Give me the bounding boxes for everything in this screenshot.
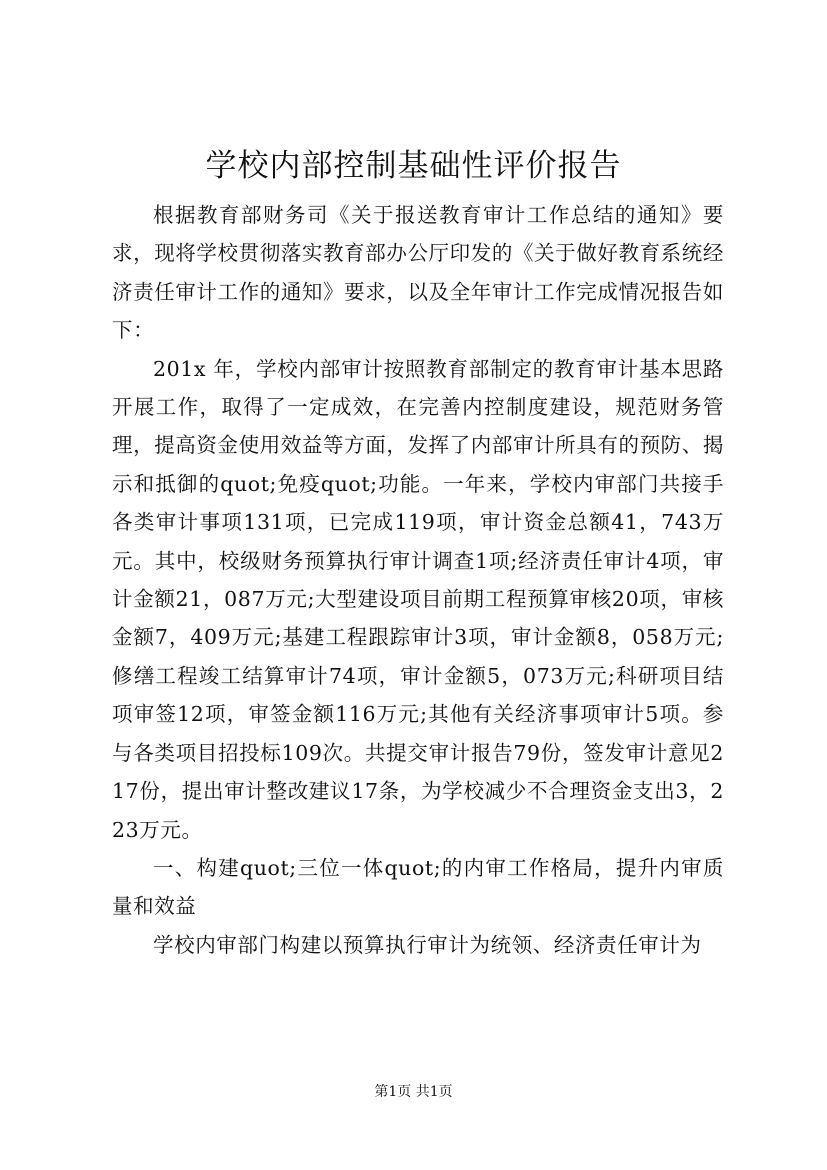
document-title: 学校内部控制基础性评价报告	[205, 148, 622, 184]
section-heading-1: 一、构建quot;三位一体quot;的内审工作格局，提升内审质量和效益	[112, 855, 724, 919]
paragraph-intro: 根据教育部财务司《关于报送教育审计工作总结的通知》要求，现将学校贯彻落实教育部办公厅印发的《关于做好教育系统经济责任审计工作的通知》要求，以及全年审计工作完成情况报告如下：	[112, 203, 724, 343]
paragraph-section-1: 学校内审部门构建以预算执行审计为统领、经济责任审计为	[153, 932, 702, 957]
document-body	[112, 196, 724, 964]
paragraph-summary: 201x 年，学校内部审计按照教育部制定的教育审计基本思路开展工作，取得了一定成效，在完善内控制度建设，规范财务管理，提高资金使用效益等方面，发挥了内部审计所具有的预防、揭示和抵御的quot;免疫quot;功能。一年来，学校内审部门共接手各类审计事项131项，已完成119项，审计资金总额41，743万元。其中，校级财务预算执行审计调查1项;经济责任审计4项，审计金额21，087万元;大型建设项目前期工程预算审核20项，审核金额7，409万元;基建工程跟踪审计3项，审计金额8，058万元;修缮工程竣工结算审计74项，审计金额5，073万元;科研项目结项审签12项，审签金额116万元;其他有关经济事项审计5项。参与各类项目招投标109次。共提交审计报告79份，签发审计意见217份，提出审计整改建议17条，为学校减少不合理资金支出3，223万元。	[112, 356, 724, 842]
page-footer: 第1页 共1页	[374, 1084, 453, 1100]
